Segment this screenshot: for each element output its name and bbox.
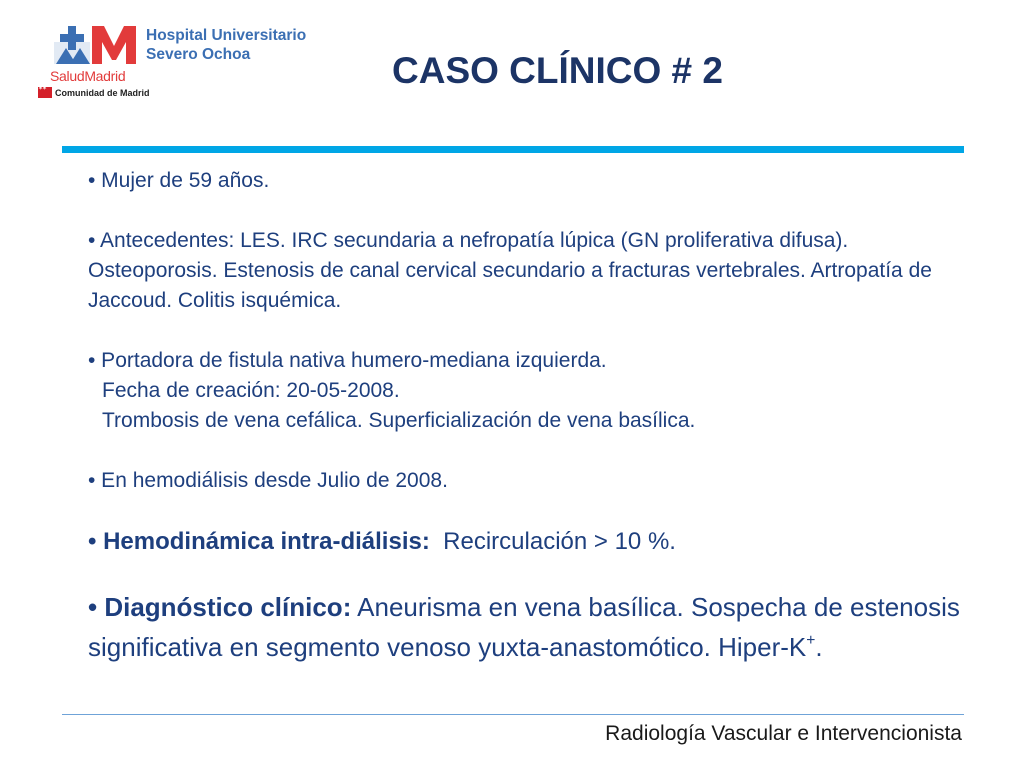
dialysis-bullet: • En hemodiálisis desde Julio de 2008. (88, 469, 448, 492)
salud-text: Salud (50, 68, 85, 84)
hospital-name-line1: Hospital Universitario (146, 27, 307, 44)
slide-title: CASO CLÍNICO # 2 (392, 50, 723, 91)
diagnosis-label: • Diagnóstico clínico: (88, 592, 352, 622)
fistula-date: Fecha de creación: 20-05-2008. (102, 379, 400, 402)
title-divider (62, 146, 964, 153)
patient-bullet: • Mujer de 59 años. (88, 169, 270, 192)
footer-text: Radiología Vascular e Intervencionista (605, 722, 962, 745)
history-bullet: • Antecedentes: LES. IRC secundaria a nefropatía lúpica (GN proliferativa difusa). Osteoporosis. Estenosis de canal cervical secundario a fracturas vertebrales. Artropatía de Jaccoud. Colitis isquémica. (88, 229, 932, 312)
diagnosis-end: . (815, 631, 823, 662)
hospital-name-line2: Severo Ochoa (146, 46, 251, 63)
slide-content (88, 166, 968, 664)
diagnosis-bullet (88, 590, 968, 664)
footer-divider (62, 714, 964, 715)
fistula-thrombosis: Trombosis de vena cefálica. Superficialización de vena basílica. (102, 409, 696, 432)
diagnosis-superscript: + (806, 632, 816, 649)
hemodynamics-bullet (88, 526, 968, 558)
hemodynamics-label: • Hemodinámica intra-diálisis: (88, 528, 430, 555)
madrid-text: Madrid (84, 68, 126, 84)
comunidad-text: Comunidad de Madrid (55, 88, 150, 98)
fistula-bullet: • Portadora de fistula nativa humero-mediana izquierda. (88, 349, 607, 372)
hemodynamics-value: Recirculación > 10 %. (443, 528, 676, 555)
diagnosis-text: Aneurisma en vena basílica. Sospecha de estenosis significativa en segmento venoso yuxta-anastomótico. Hiper-K (88, 592, 960, 662)
